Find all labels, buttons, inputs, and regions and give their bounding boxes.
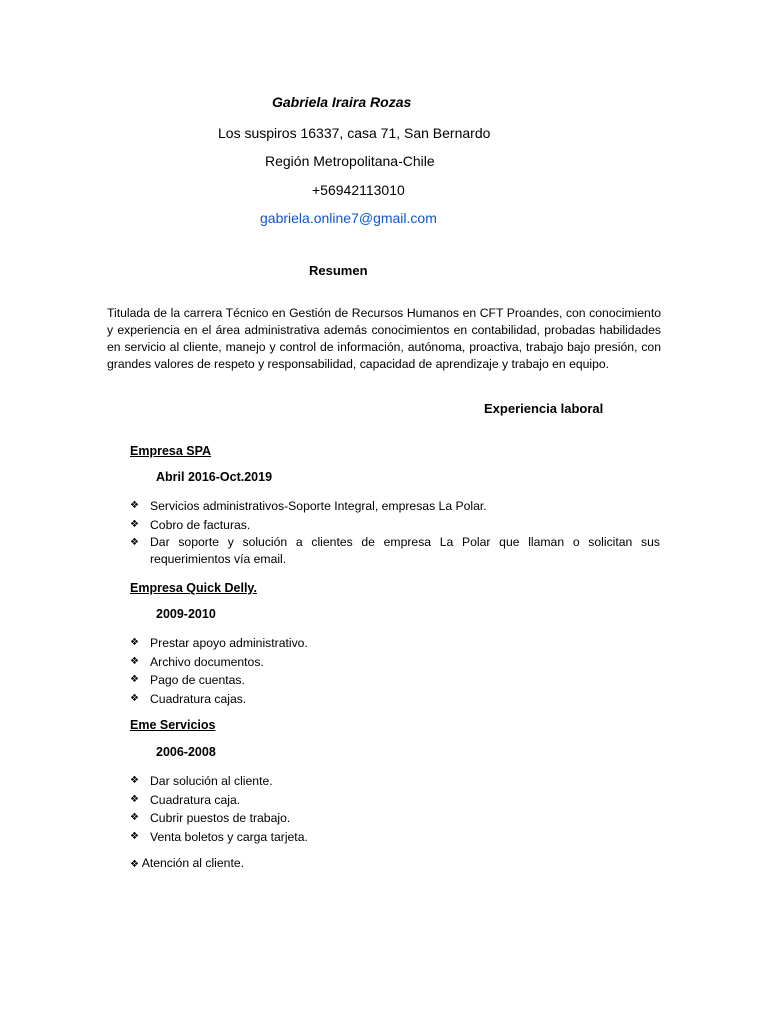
job-company: Empresa SPA (130, 444, 212, 458)
list-item: ❖ Prestar apoyo administrativo. (130, 634, 660, 653)
diamond-bullet-icon: ❖ (130, 537, 139, 548)
diamond-bullet-icon: ❖ (130, 812, 139, 823)
diamond-bullet-icon: ❖ (130, 692, 139, 704)
list-item: ❖ Archivo documentos. (130, 653, 660, 672)
job-duties-list (130, 772, 660, 846)
job-duties-list (130, 497, 660, 568)
extra-list-item: ❖ Atención al cliente. (130, 856, 244, 870)
job-period: 2006-2008 (156, 745, 216, 759)
list-item: ❖ Venta boletos y carga tarjeta. (130, 828, 660, 847)
diamond-bullet-icon: ❖ (130, 655, 139, 667)
diamond-bullet-icon: ❖ (130, 830, 139, 842)
job-company: Empresa Quick Delly. (130, 581, 257, 595)
job-company: Eme Servicios (130, 718, 216, 732)
candidate-name: Gabriela Iraira Rozas (272, 94, 412, 110)
list-item: ❖ Cuadratura cajas. (130, 690, 660, 709)
phone-number: +56942113010 (312, 182, 405, 198)
diamond-bullet-icon: ❖ (130, 793, 139, 805)
list-item: ❖ Pago de cuentas. (130, 671, 660, 690)
diamond-bullet-icon: ❖ (130, 637, 139, 648)
diamond-bullet-icon: ❖ (130, 859, 139, 870)
summary-heading: Resumen (309, 263, 368, 278)
job-duties-list (130, 634, 660, 708)
region-line: Región Metropolitana-Chile (265, 153, 435, 169)
summary-text: Titulada de la carrera Técnico en Gestión de Recursos Humanos en CFT Proandes, con conocimiento y experiencia en el área administrativa además conocimientos en contabilidad, probadas habilidades en servicio al cliente, manejo y control de información, autónoma, proactiva, trabajo bajo presión, con grandes valores de respeto y responsabilidad, capacidad de aprendizaje y trabajo en equipo. (107, 306, 661, 371)
email-link[interactable]: gabriela.online7@gmail.com (260, 210, 437, 226)
diamond-bullet-icon: ❖ (130, 674, 139, 685)
diamond-bullet-icon: ❖ (130, 500, 139, 511)
diamond-bullet-icon: ❖ (130, 518, 139, 530)
list-item: ❖ Cobro de facturas. (130, 516, 660, 535)
list-item: ❖ Dar soporte y solución a clientes de empresa La Polar que llaman o solicitan sus requerimientos vía email. (130, 535, 660, 566)
list-item: ❖ Servicios administrativos-Soporte Integral, empresas La Polar. (130, 497, 660, 516)
diamond-bullet-icon: ❖ (130, 775, 139, 786)
job-period: Abril 2016-Oct.2019 (156, 470, 273, 484)
list-item: ❖ Cubrir puestos de trabajo. (130, 809, 660, 828)
experience-heading: Experiencia laboral (484, 401, 604, 416)
address-line: Los suspiros 16337, casa 71, San Bernardo (218, 125, 491, 141)
list-item: ❖ Dar solución al cliente. (130, 772, 660, 791)
job-period: 2009-2010 (156, 607, 216, 621)
list-item: ❖ Cuadratura caja. (130, 791, 660, 810)
